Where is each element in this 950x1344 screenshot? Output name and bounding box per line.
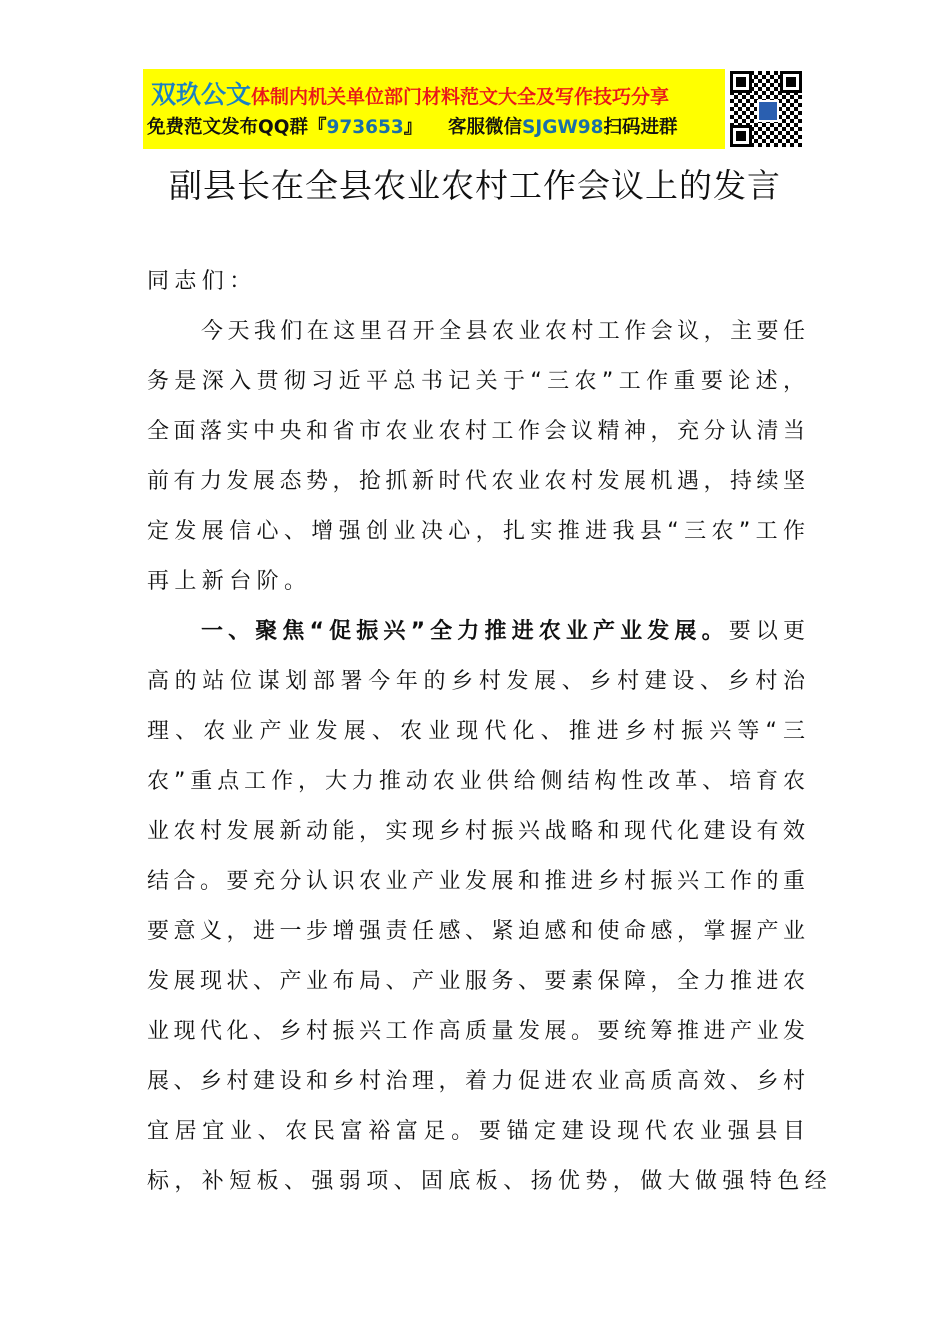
line-text: 发展现状、产业布局、产业服务、要素保障，全力推进农 <box>147 969 805 994</box>
qq-end: 』 <box>403 117 423 138</box>
qq-label: 免费范文发布QQ群『 <box>147 117 327 138</box>
document-body <box>147 264 833 1214</box>
paragraph <box>147 314 805 614</box>
wechat-label: 客服微信 <box>447 117 522 138</box>
text-line <box>147 1164 833 1214</box>
line-text: 高的站位谋划部署今年的乡村发展、乡村建设、乡村治 <box>147 669 805 694</box>
text-line <box>147 914 805 964</box>
text-line <box>147 864 805 914</box>
line-text: 展、乡村建设和乡村治理，着力促进农业高质高效、乡村 <box>147 1069 805 1094</box>
line-text: 前有力发展态势，抢抓新时代农业农村发展机遇，持续坚 <box>147 469 805 494</box>
line-text: 农”重点工作，大力推动农业供给侧结构性改革、培育农 <box>147 769 805 794</box>
line-text: 定发展信心、增强创业决心，扎实推进我县“三农”工作 <box>147 519 805 544</box>
line-text: 宜居宜业、农民富裕富足。要锚定建设现代农业强县目 <box>147 1119 805 1144</box>
wechat-id: SJGW98 <box>522 117 604 138</box>
line-text: 要以更 <box>728 619 805 644</box>
text-line <box>147 1114 805 1164</box>
text-line <box>147 314 805 364</box>
text-line <box>147 514 805 564</box>
paragraph <box>147 614 833 1214</box>
line-text: 要意义，进一步增强责任感、紧迫感和使命感，掌握产业 <box>147 919 805 944</box>
line-text: 标，补短板、强弱项、固底板、扬优势，做大做强特色经 <box>147 1169 833 1194</box>
banner-line-2 <box>147 113 678 139</box>
line-text: 再上新台阶。 <box>147 569 312 594</box>
text-line <box>147 664 805 714</box>
document-title: 副县长在全县农业农村工作会议上的发言 <box>169 166 781 205</box>
text-line <box>147 1014 805 1064</box>
text-line <box>147 814 805 864</box>
text-line <box>147 464 805 514</box>
line-text: 今天我们在这里召开全县农业农村工作会议，主要任 <box>201 319 805 344</box>
line-text: 全面落实中央和省市农业农村工作会议精神，充分认清当 <box>147 419 805 444</box>
text-line <box>147 764 805 814</box>
text-line <box>147 614 805 664</box>
text-line <box>147 364 805 414</box>
paragraph <box>147 264 805 314</box>
line-text: 务是深入贯彻习近平总书记关于“三农”工作重要论述， <box>147 369 805 394</box>
line-text: 理、农业产业发展、农业现代化、推进乡村振兴等“三 <box>147 719 805 744</box>
banner-line-1 <box>151 75 669 111</box>
section-heading: 一、聚焦“促振兴”全力推进农业产业发展。 <box>201 619 729 644</box>
text-line <box>147 264 805 314</box>
qq-number: 973653 <box>326 117 404 138</box>
qr-code-icon <box>730 71 802 147</box>
text-line <box>147 564 805 614</box>
wechat-end: 扫码进群 <box>603 117 678 138</box>
line-text: 业现代化、乡村振兴工作高质量发展。要统筹推进产业发 <box>147 1019 805 1044</box>
text-line <box>147 1064 805 1114</box>
banner-slogan: 体制内机关单位部门材料范文大全及写作技巧分享 <box>251 86 670 108</box>
line-text: 业农村发展新动能，实现乡村振兴战略和现代化建设有效 <box>147 819 805 844</box>
text-line <box>147 414 805 464</box>
line-text: 结合。要充分认识农业产业发展和推进乡村振兴工作的重 <box>147 869 805 894</box>
line-text: 同志们： <box>147 269 257 294</box>
text-line <box>147 964 805 1014</box>
text-line <box>147 714 805 764</box>
promo-banner <box>143 69 725 149</box>
banner-brand: 双玖公文 <box>151 80 252 109</box>
